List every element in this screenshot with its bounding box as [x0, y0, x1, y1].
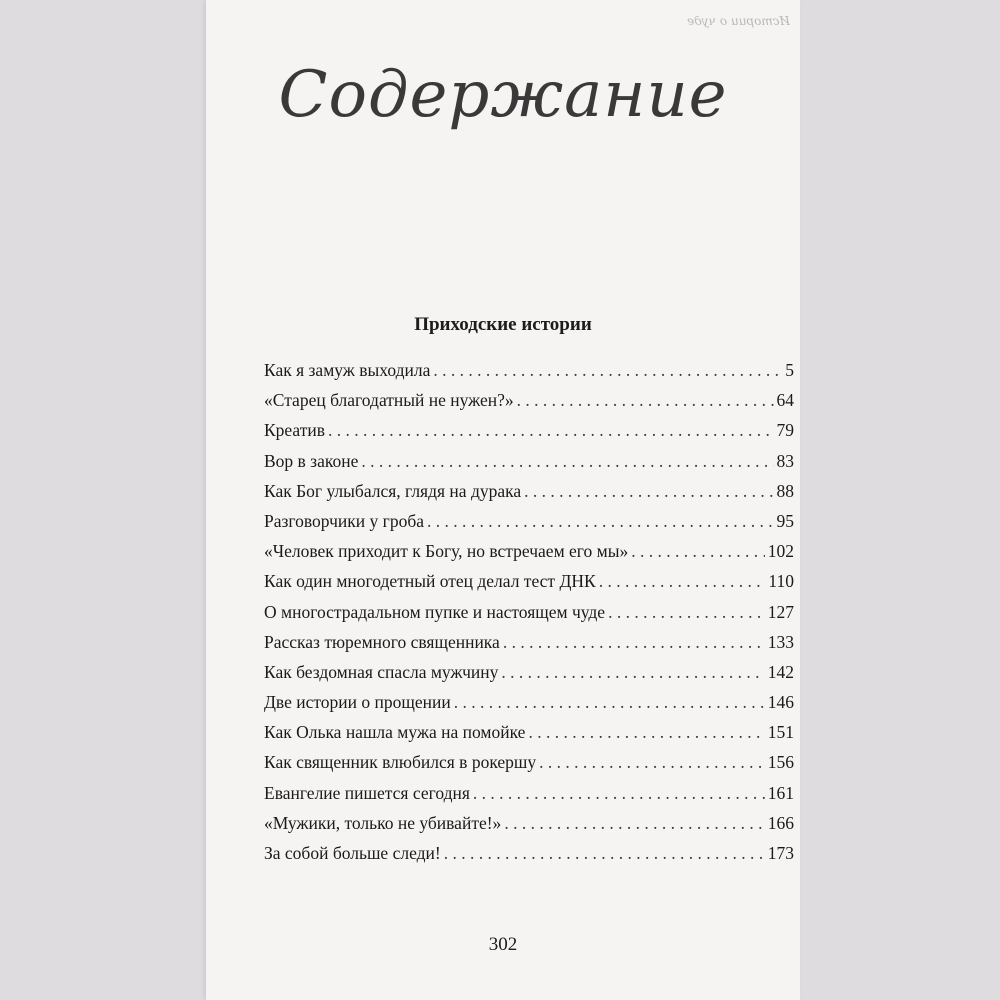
dot-leader	[503, 632, 765, 653]
dot-leader	[631, 541, 765, 562]
toc-entry[interactable]	[264, 783, 794, 813]
running-header: Истории о чуде	[687, 14, 790, 28]
toc-entry[interactable]	[264, 692, 794, 722]
toc-entry-page: 102	[767, 541, 794, 562]
toc-entry[interactable]	[264, 602, 794, 632]
table-of-contents	[264, 360, 794, 873]
toc-entry-title: Евангелие пишется сегодня	[264, 782, 470, 803]
toc-entry-title: Рассказ тюремного священника	[264, 631, 500, 652]
toc-entry[interactable]	[264, 662, 794, 692]
toc-entry-title: «Мужики, только не убивайте!»	[264, 812, 502, 833]
toc-entry-title: Как Бог улыбался, глядя на дурака	[264, 480, 522, 501]
toc-entry-page: 95	[776, 510, 794, 531]
toc-entry-title: Разговорчики у гроба	[264, 510, 424, 531]
toc-entry[interactable]	[264, 390, 794, 420]
toc-entry-title: Как Олька нашла мужа на помойке	[264, 722, 526, 743]
toc-entry[interactable]	[264, 541, 794, 571]
toc-entry-page: 173	[767, 843, 794, 863]
toc-entry[interactable]	[264, 632, 794, 662]
toc-entry[interactable]	[264, 722, 794, 752]
dot-leader	[433, 360, 782, 381]
dot-leader	[427, 511, 774, 532]
toc-entry-title: Креатив	[264, 420, 325, 441]
toc-entry[interactable]	[264, 843, 794, 873]
dot-leader	[528, 722, 764, 743]
toc-entry-page: 166	[767, 812, 794, 833]
dot-leader	[539, 752, 765, 773]
toc-entry-title: Как священник влюбился в рокершу	[264, 752, 537, 773]
dot-leader	[504, 813, 764, 834]
toc-entry-page: 88	[776, 480, 794, 501]
toc-entry-page: 79	[776, 420, 794, 441]
toc-entry[interactable]	[264, 360, 794, 390]
dot-leader	[361, 451, 773, 472]
toc-entry-page: 151	[767, 722, 794, 743]
toc-entry-page: 133	[767, 631, 794, 652]
toc-entry-page: 64	[776, 390, 794, 411]
toc-entry[interactable]	[264, 571, 794, 601]
toc-entry-page: 127	[767, 601, 794, 622]
toc-entry-title: Вор в законе	[264, 450, 359, 471]
toc-entry-title: Как бездомная спасла мужчину	[264, 661, 499, 682]
toc-entry-page: 83	[776, 450, 794, 471]
dot-leader	[599, 571, 766, 592]
page-title: Содержание	[278, 58, 728, 132]
dot-leader	[473, 783, 765, 804]
dot-leader	[517, 390, 774, 411]
book-page	[206, 0, 800, 1000]
dot-leader	[328, 420, 774, 441]
toc-entry-page: 156	[767, 752, 794, 773]
toc-entry[interactable]	[264, 481, 794, 511]
toc-entry[interactable]	[264, 420, 794, 450]
toc-entry-title: О многострадальном пупке и настоящем чуде	[264, 601, 606, 622]
dot-leader	[524, 481, 773, 502]
toc-entry-page: 5	[785, 360, 794, 380]
section-heading: Приходские истории	[414, 314, 592, 335]
toc-entry-page: 161	[767, 782, 794, 803]
toc-entry-title: «Человек приходит к Богу, но встречаем его мы»	[264, 541, 629, 562]
toc-entry-page: 142	[767, 661, 794, 682]
dot-leader	[608, 602, 765, 623]
page-number: 302	[488, 934, 518, 955]
toc-entry[interactable]	[264, 752, 794, 782]
toc-entry-title: «Старец благодатный не нужен?»	[264, 390, 514, 411]
toc-entry-title: Как я замуж выходила	[264, 360, 431, 380]
toc-entry-title: Две истории о прощении	[264, 692, 451, 713]
toc-entry-title: За собой больше следи!	[264, 843, 441, 863]
toc-entry-page: 146	[767, 692, 794, 713]
toc-entry-title: Как один многодетный отец делал тест ДНК	[264, 571, 596, 592]
dot-leader	[444, 843, 765, 864]
toc-entry[interactable]	[264, 511, 794, 541]
toc-entry[interactable]	[264, 813, 794, 843]
toc-entry[interactable]	[264, 451, 794, 481]
toc-entry-page: 110	[768, 571, 794, 592]
dot-leader	[454, 692, 765, 713]
dot-leader	[501, 662, 764, 683]
